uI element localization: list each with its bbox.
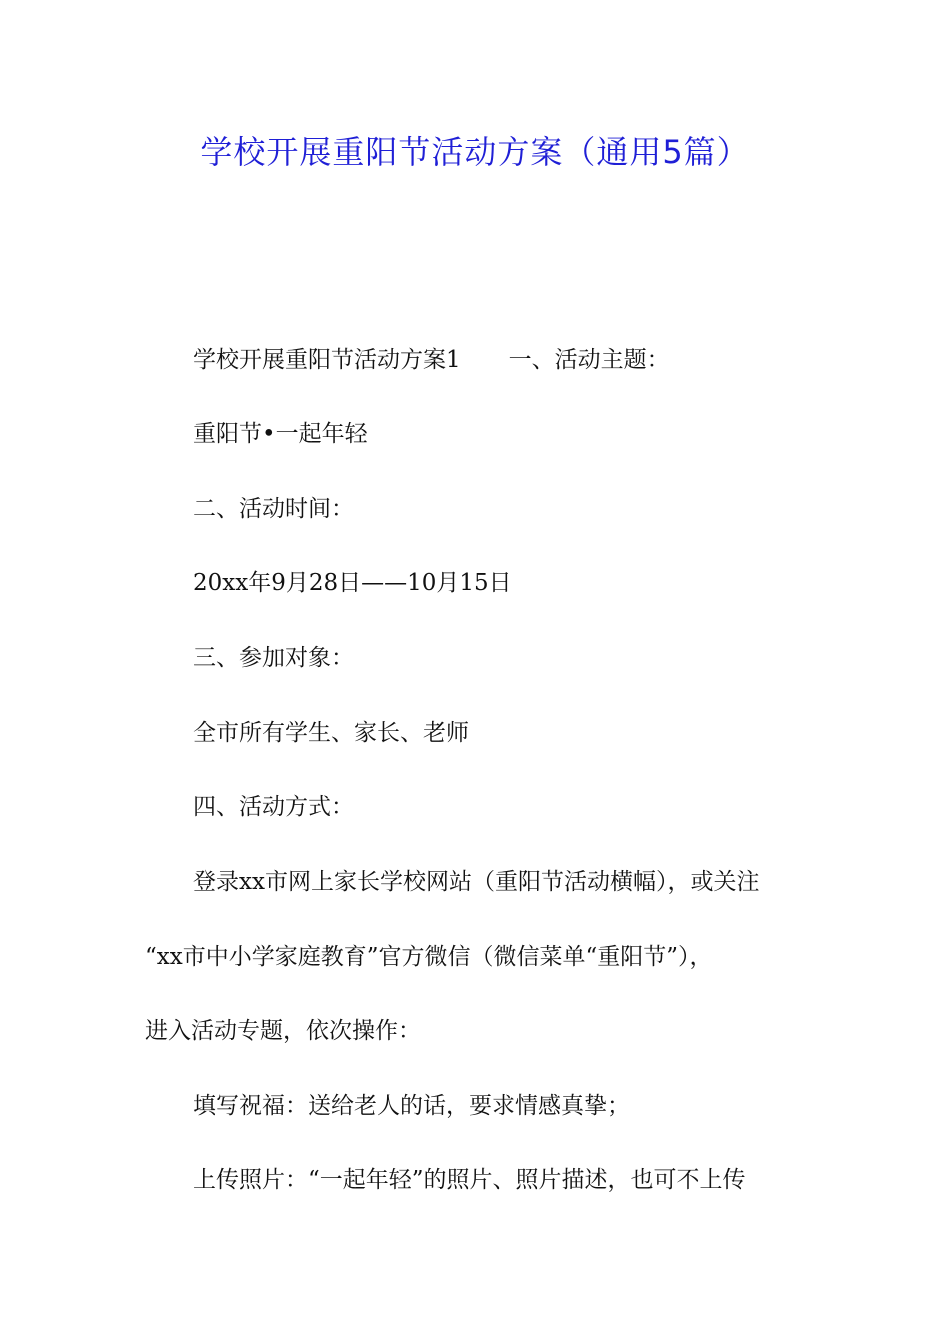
paragraph-method-line-2: “xx市中小学家庭教育”官方微信（微信菜单“重阳节”）， <box>145 944 713 970</box>
paragraph-method-line-3: 进入活动专题，依次操作： <box>145 1018 421 1044</box>
paragraph-time: 20xx年9月28日——10月15日 <box>193 570 512 596</box>
paragraph-heading-line <box>193 343 670 377</box>
paragraph-theme: 重阳节•一起年轻 <box>193 421 368 447</box>
item-heading-theme: 一、活动主题： <box>508 347 670 373</box>
section-title: 学校开展重阳节活动方案1 <box>193 347 461 373</box>
paragraph-method-line-1: 登录xx市网上家长学校网站（重阳节活动横幅），或关注 <box>193 869 760 895</box>
document-title: 学校开展重阳节活动方案（通用5篇） <box>200 133 750 171</box>
item-heading-method: 四、活动方式： <box>193 794 354 820</box>
paragraph-step-blessing: 填写祝福：送给老人的话，要求情感真挚； <box>193 1093 630 1119</box>
item-heading-participants: 三、参加对象： <box>193 645 354 671</box>
paragraph-participants: 全市所有学生、家长、老师 <box>193 720 469 746</box>
item-heading-time: 二、活动时间： <box>193 496 354 522</box>
paragraph-step-photo: 上传照片：“一起年轻”的照片、照片描述，也可不上传 <box>193 1167 746 1193</box>
